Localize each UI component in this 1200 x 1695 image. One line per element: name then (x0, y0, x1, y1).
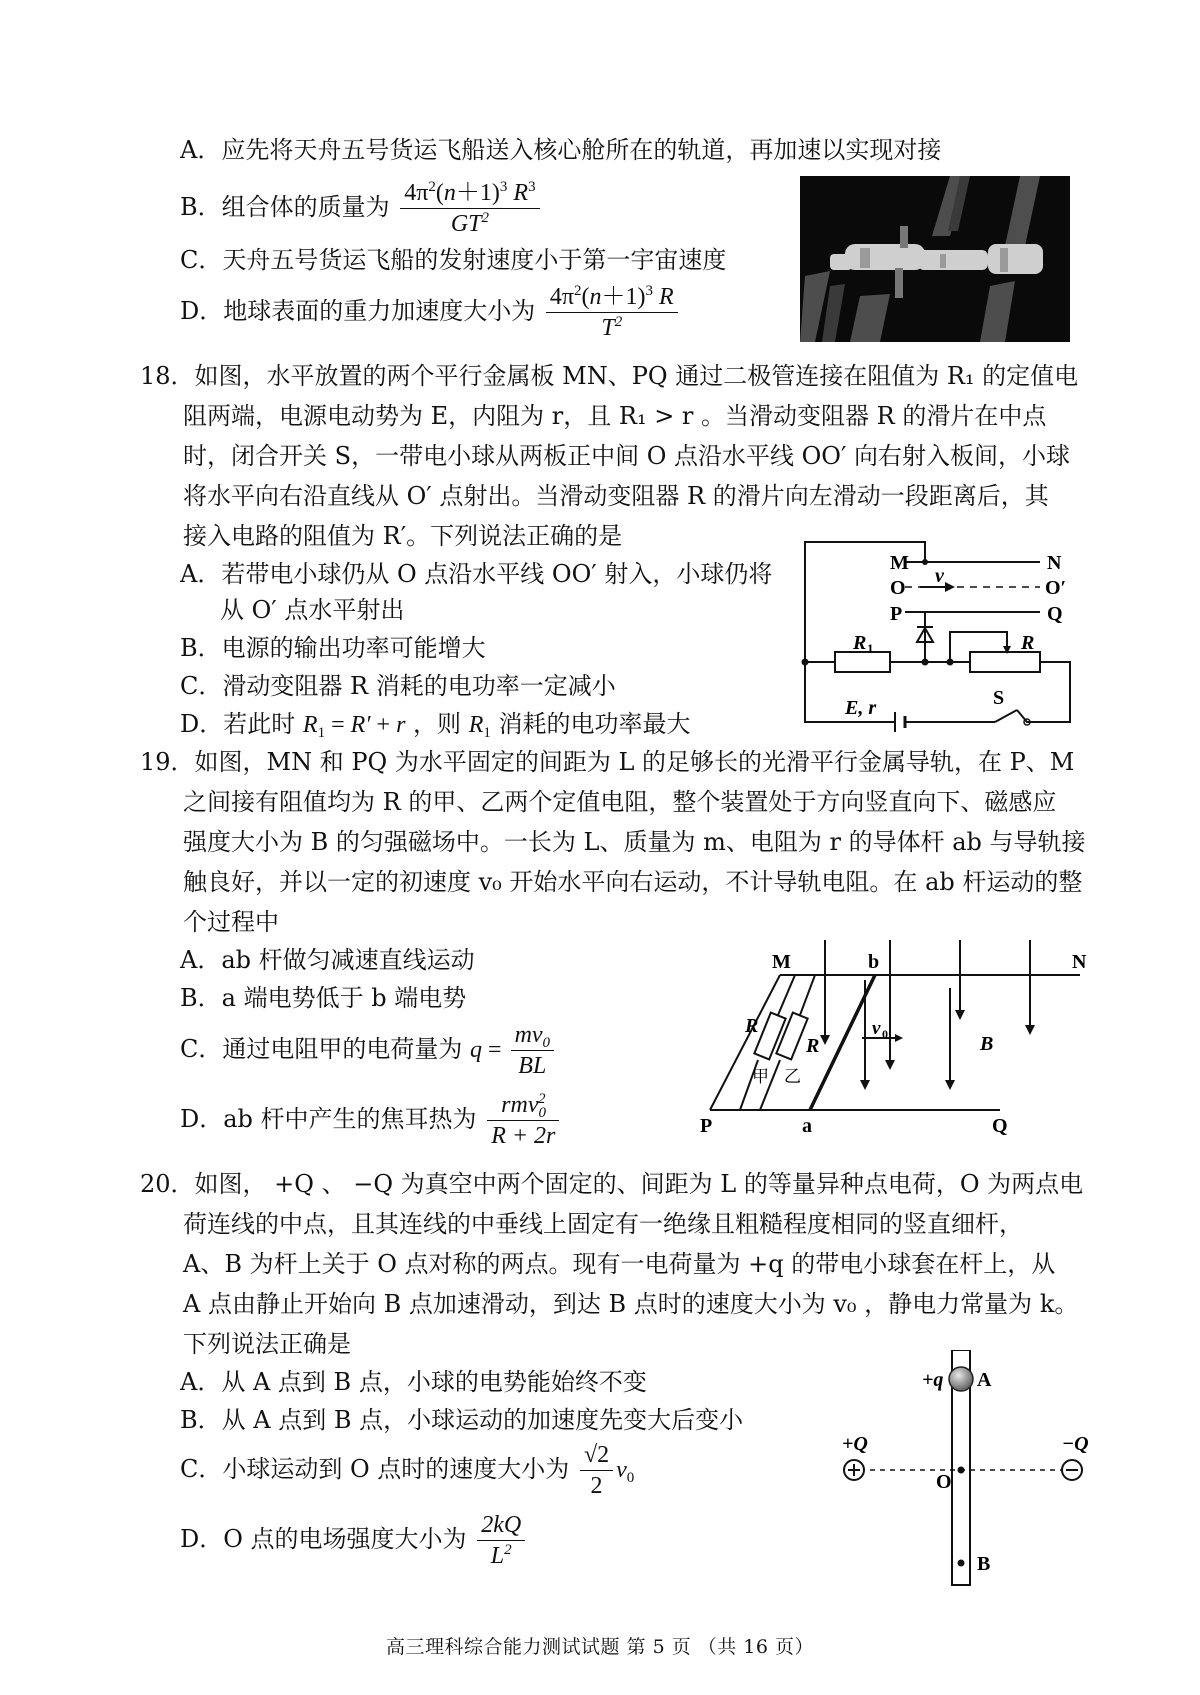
q18-stem-line-2: 阻两端，电源电动势为 E，内阻为 r，且 R₁ > r 。当滑动变阻器 R 的滑片在中点 (183, 402, 1047, 430)
option-letter: D． (180, 297, 224, 325)
q17-option-d (180, 282, 681, 343)
q19-stem-line-2: 之间接有阻值均为 R 的甲、乙两个定值电阻，整个装置处于方向竖直向下、磁感应 (183, 788, 1057, 816)
rail-label-m: M (772, 951, 791, 973)
q20-stem-line-3: A、B 为杆上关于 O 点对称的两点。现有一电荷量为 +q 的带电小球套在杆上，从 (183, 1250, 1056, 1278)
option-letter: B． (180, 634, 222, 662)
option-text: 地球表面的重力加速度大小为 (223, 297, 536, 325)
math-symbol: r (396, 712, 406, 738)
rail-label-q: Q (992, 1115, 1008, 1137)
q17-option-b (180, 178, 543, 239)
resistor-r1-label: R (853, 632, 867, 654)
math-symbol: R′ (350, 712, 371, 738)
option-text: 组合体的质量为 (221, 193, 390, 221)
q18-option-a-cont: 从 O′ 点水平射出 (220, 596, 405, 624)
option-text: ab 杆做匀减速直线运动 (221, 946, 475, 974)
option-text: 小球运动到 O 点时的速度大小为 (222, 1455, 570, 1483)
q20-option-d (180, 1510, 528, 1571)
rail-label-p: P (700, 1115, 713, 1137)
velocity-label: v (872, 1018, 881, 1039)
point-b-label: B (977, 1553, 991, 1575)
magnetic-field-label: B (980, 1033, 994, 1055)
question-number: 18． (140, 362, 195, 390)
fraction-numerator: $4\pi^2(n+1)^3$ R (546, 282, 678, 313)
option-text: ab 杆中产生的焦耳热为 (223, 1105, 477, 1133)
option-letter: B． (180, 984, 222, 1012)
option-letter: A． (180, 946, 222, 974)
velocity-subscript: 0 (882, 1027, 888, 1041)
option-text: 从 A 点到 B 点，小球运动的加速度先变大后变小 (221, 1406, 744, 1434)
charge-fraction (511, 1020, 554, 1081)
q19-option-a (180, 944, 475, 976)
math-subscript: 0 (626, 1470, 635, 1486)
q19-option-d (180, 1090, 562, 1151)
math-symbol: R (302, 712, 318, 738)
math-operator: = (482, 1037, 508, 1063)
question-stem-text: 如图， +Q 、 −Q 为真空中两个固定的、间距为 L 的等量异种点电荷，O 为两点电 (194, 1170, 1084, 1198)
option-text: 若带电小球仍从 O 点沿水平线 OO′ 射入，小球仍将 (221, 560, 773, 588)
option-text: 消耗的电功率最大 (490, 710, 691, 738)
rod-end-a-label: a (802, 1115, 812, 1137)
space-station-photo (800, 176, 1070, 342)
option-letter: A． (180, 560, 222, 588)
fraction-numerator: $mv_0$ (511, 1020, 554, 1051)
q19-stem-line-3: 强度大小为 B 的匀强磁场中。一长为 L、质量为 m、电阻为 r 的导体杆 ab 与导轨接 (183, 828, 1086, 856)
option-letter: D． (180, 1105, 224, 1133)
heat-fraction (487, 1090, 559, 1151)
option-letter: A． (180, 136, 222, 164)
option-text: ，则 (405, 710, 469, 738)
q18-stem-line-5: 接入电路的阻值为 R′。下列说法正确的是 (183, 522, 623, 550)
mass-fraction (400, 178, 539, 239)
q19-option-b (180, 982, 466, 1014)
math-operator: = (325, 712, 351, 738)
q17-option-c (180, 244, 726, 276)
rail-diagram (700, 940, 1100, 1140)
point-o-label: O (936, 1471, 952, 1493)
fraction-denominator: 2 (590, 1473, 603, 1499)
math-symbol: v (616, 1457, 627, 1483)
resistor-jia-label: 甲 (752, 1067, 769, 1086)
math-symbol: R (468, 712, 484, 738)
math-subscript: 1 (483, 725, 491, 741)
q19-stem-line-4: 触良好，并以一定的初速度 v₀ 开始水平向右运动，不计导轨电阻。在 ab 杆运动的整 (183, 868, 1083, 896)
plate-label-n: N (1047, 552, 1062, 574)
math-subscript: 1 (317, 725, 326, 741)
option-text: a 端电势低于 b 端电势 (221, 984, 467, 1012)
resistor-yi-label: 乙 (784, 1067, 801, 1086)
option-letter: C． (180, 672, 223, 700)
point-a-label: A (977, 1369, 992, 1391)
q20-stem-line-2: 荷连线的中点，且其连线的中垂线上固定有一绝缘且粗糙程度相同的竖直细杆， (183, 1210, 1023, 1238)
option-text: 电源的输出功率可能增大 (221, 634, 486, 662)
question-stem-text: 如图，水平放置的两个平行金属板 MN、PQ 通过二极管连接在阻值为 R₁ 的定值电 (194, 362, 1079, 390)
q19-option-c (180, 1020, 557, 1081)
fraction-numerator: √2 (580, 1440, 613, 1471)
speed-fraction (580, 1440, 613, 1501)
q20-stem-line-5: 下列说法正确是 (183, 1330, 351, 1358)
q18-option-c (180, 670, 616, 702)
rheostat-label: R (1021, 632, 1035, 654)
fraction-denominator: $GT^2$ (450, 210, 490, 237)
option-letter: C． (180, 246, 223, 274)
option-text: 天舟五号货运飞船的发射速度小于第一宇宙速度 (222, 246, 727, 274)
battery-label: E, r (845, 697, 877, 719)
velocity-label: v (935, 565, 944, 587)
q20-option-a (180, 1366, 647, 1398)
gravity-fraction (546, 282, 678, 343)
plate-label-m: M (890, 552, 909, 574)
fraction-denominator: R + 2r (491, 1123, 556, 1149)
option-text: 滑动变阻器 R 消耗的电功率一定减小 (222, 672, 616, 700)
rod-end-b-label: b (868, 951, 880, 973)
option-text: 若此时 (223, 710, 303, 738)
q20-stem-line-4: A 点由静止开始向 B 点加速滑动，到达 B 点时的速度大小为 v₀ ，静电力常量为 k。 (183, 1290, 1079, 1318)
point-label-o-prime: O′ (1045, 577, 1067, 599)
option-letter: C． (180, 1035, 223, 1063)
question-stem-text: 如图，MN 和 PQ 为水平固定的间距为 L 的足够长的光滑平行金属导轨，在 P、M (194, 748, 1075, 776)
resistor-r1-subscript: 1 (867, 641, 874, 656)
q19-stem-line-1 (140, 746, 1074, 778)
switch-label: S (993, 687, 1005, 709)
point-label-o: O (890, 577, 906, 599)
option-text: 应先将天舟五号货运飞船送入核心舱所在的轨道，再加速以实现对接 (221, 136, 942, 164)
fraction-numerator: 2kQ (477, 1510, 525, 1541)
q18-option-a (180, 558, 772, 590)
positive-charge-label: +Q (842, 1433, 868, 1455)
ball-charge-label: +q (922, 1369, 944, 1391)
q18-option-d (180, 708, 691, 741)
field-fraction (477, 1510, 525, 1571)
q20-stem-line-1 (140, 1168, 1083, 1200)
fraction-numerator: $4\pi^2(n+1)^3$ $R^3$ (400, 178, 539, 209)
capacitor-circuit-diagram (795, 532, 1095, 732)
resistor-yi-value-label: R (806, 1035, 820, 1057)
q18-stem-line-4: 将水平向右沿直线从 O′ 点射出。当滑动变阻器 R 的滑片向左滑动一段距离后，其 (183, 482, 1049, 510)
q20-option-b (180, 1404, 743, 1436)
plate-label-p: P (890, 603, 903, 625)
option-letter: D． (180, 1525, 224, 1553)
charges-rod-diagram (840, 1350, 1100, 1590)
option-letter: B． (180, 193, 222, 221)
q19-stem-line-5: 个过程中 (183, 908, 279, 936)
option-letter: A． (180, 1368, 222, 1396)
rail-label-n: N (1072, 951, 1087, 973)
page-footer: 高三理科综合能力测试试题 第 5 页 （共 16 页） (385, 1636, 814, 1658)
option-text: 通过电阻甲的电荷量为 (222, 1035, 463, 1063)
question-number: 19． (140, 748, 195, 776)
q18-stem-line-1 (140, 360, 1078, 392)
q18-option-b (180, 632, 486, 664)
option-text: 从 A 点到 B 点，小球的电势能始终不变 (221, 1368, 647, 1396)
question-number: 20． (140, 1170, 195, 1198)
q20-option-c (180, 1440, 634, 1501)
fraction-denominator: $L^2$ (490, 1542, 512, 1569)
plate-label-q: Q (1047, 603, 1063, 625)
math-operator: + (370, 712, 397, 738)
space-station-image (800, 176, 1070, 342)
option-text: O 点的电场强度大小为 (223, 1525, 467, 1553)
option-letter: B． (180, 1406, 222, 1434)
negative-charge-label: −Q (1062, 1433, 1089, 1455)
option-letter: D． (180, 710, 224, 738)
fraction-denominator: $T^2$ (601, 314, 623, 341)
q17-option-a (180, 134, 941, 166)
resistor-jia-value-label: R (745, 1015, 759, 1037)
fraction-denominator: BL (518, 1053, 547, 1079)
option-letter: C． (180, 1455, 223, 1483)
fraction-numerator: rmv$_0^2$ (487, 1090, 559, 1121)
q18-stem-line-3: 时，闭合开关 S，一带电小球从两板正中间 O 点沿水平线 OO′ 向右射入板间，小球 (183, 442, 1071, 470)
math-symbol: q (470, 1037, 483, 1063)
